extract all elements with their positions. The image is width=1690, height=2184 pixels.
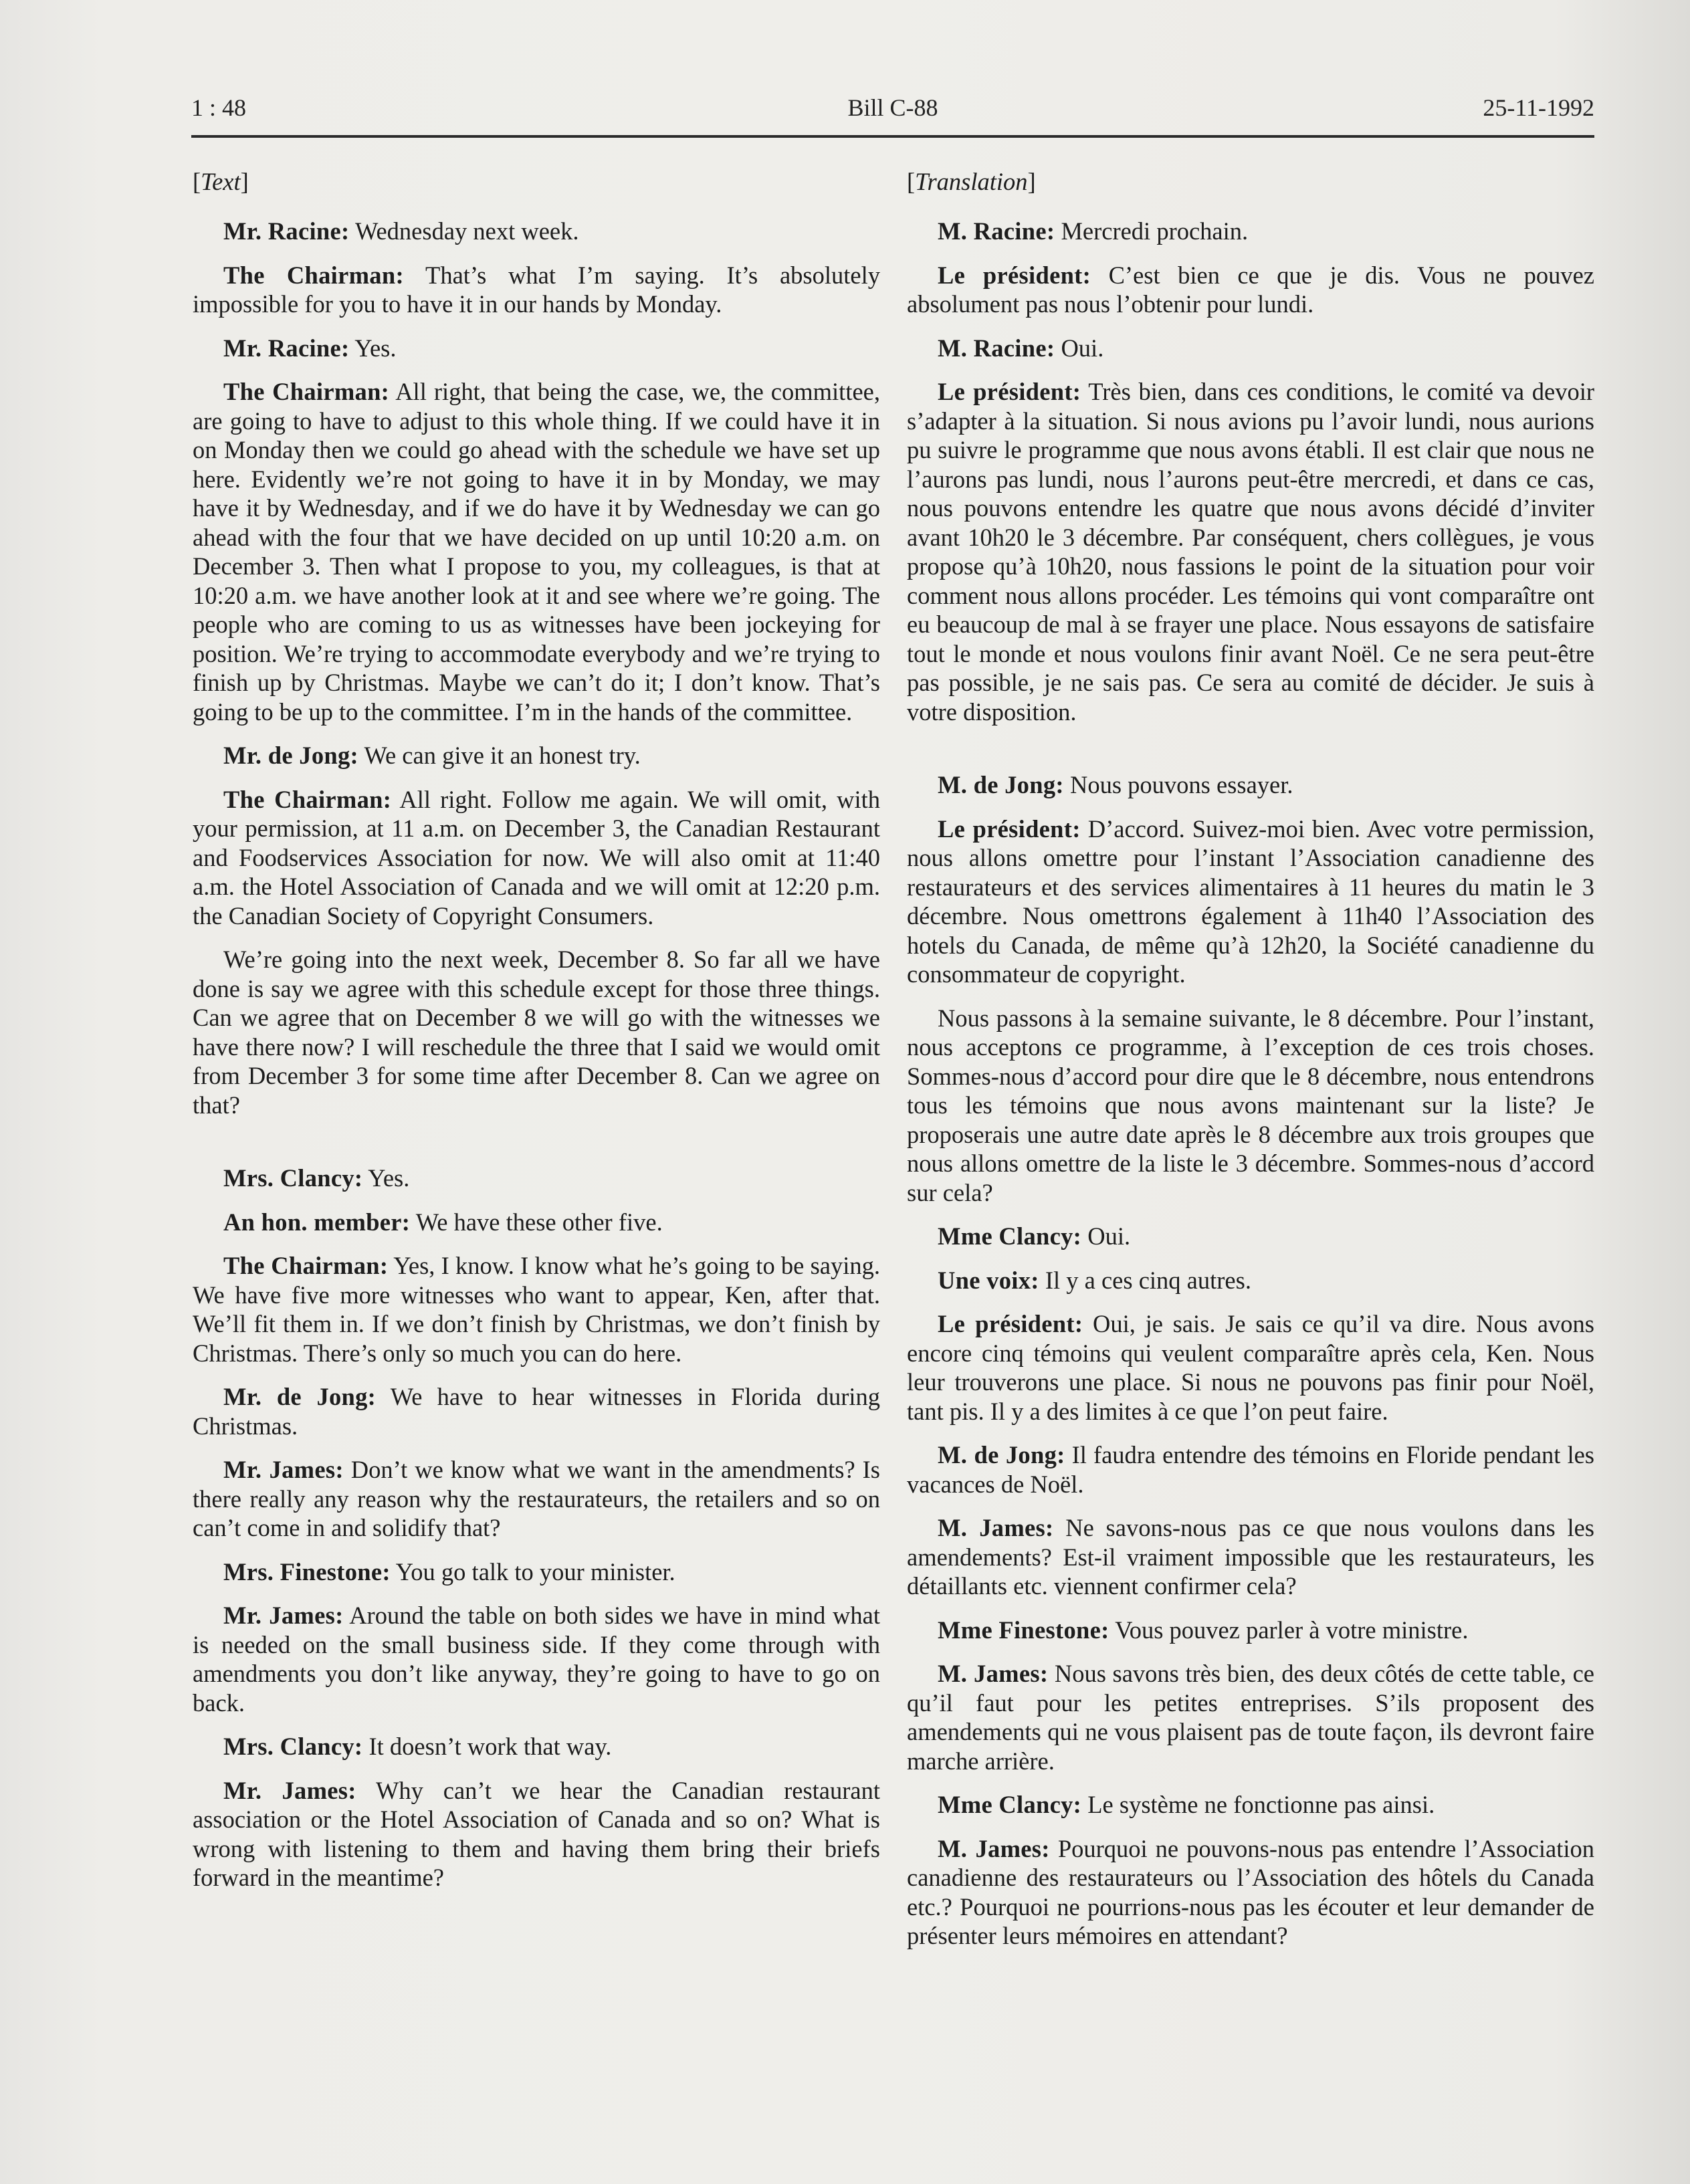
transcript-paragraph [193,377,880,726]
transcript-paragraph [907,1790,1594,1820]
transcript-paragraph [907,217,1594,246]
speaker-name: Une voix: [938,1266,1039,1294]
transcript-paragraph [907,1513,1594,1601]
transcript-paragraph [907,1222,1594,1251]
speech-text: Oui. [1087,1222,1131,1250]
column-label-text: [Text] [193,168,249,195]
speaker-name: Mme Clancy: [938,1791,1082,1818]
speech-text: Il y a ces cinq autres. [1045,1266,1251,1294]
french-column [907,167,1594,1965]
speech-text: It doesn’t work that way. [368,1733,612,1760]
transcript-paragraph [193,785,880,931]
english-column [193,167,880,1907]
speaker-name: Mrs. Clancy: [223,1164,363,1192]
speech-text: Très bien, dans ces conditions, le comité va devoir s’adapter à la situation. Si nous avions pu l’avoir lundi, nous aurions pu suivre le programme que nous avons établi. Il est clair que nous ne l’aurons pas lundi, nous l’aurons peut-être mercredi, et dans ce cas, nous pouvons entendre les quatre que nous avons décidé d’inviter avant 10h20 le 3 décembre. Par conséquent, chers collègues, je vous propose qu’à 10h20, nous fassions le point de la situation pour voir comment nous allons procéder. Les témoins qui vont comparaître ont eu beaucoup de mal à se frayer une place. Nous essayons de satisfaire tout le monde et nous voulons finir avant Noël. Ce ne sera peut-être pas possible, je ne sais pas. Ce sera au comité de décider. Je suis à votre disposition. [907,378,1594,726]
speaker-name: Mr. James: [223,1456,344,1483]
speech-text: Pourquoi ne pouvons-nous pas entendre l’Association canadienne des restaurateurs ou l’Association des hôtels du Canada etc.? Pourquoi ne pourrions-nous pas les écouter et leur demander de présenter leurs mémoires en attendant? [907,1834,1594,1949]
transcript-paragraph [907,1440,1594,1499]
speech-text: Mercredi prochain. [1061,217,1249,245]
speech-text: Le système ne fonctionne pas ainsi. [1087,1791,1435,1818]
transcript-paragraph [193,1776,880,1892]
speaker-name: M. Racine: [938,217,1055,245]
transcript-paragraph [907,1834,1594,1951]
speaker-name: The Chairman: [223,785,392,813]
speaker-name: Le président: [938,1310,1083,1337]
speech-text: Why can’t we hear the Canadian restaurant association or the Hotel Association of Canada and so on? What is wrong with listening to them and having them bring their briefs forward in the meantime? [193,1776,881,1891]
speech-text: We can give it an honest try. [364,742,641,769]
transcript-paragraph [193,1208,880,1237]
transcript-paragraph [907,1616,1594,1645]
column-label-translation: [Translation] [907,168,1036,195]
speech-text: Il faudra entendre des témoins en Floride pendant les vacances de Noël. [907,1441,1594,1498]
speech-text: Yes. [368,1164,410,1192]
speech-text: You go talk to your minister. [395,1557,675,1586]
document-date: 25-11-1992 [1483,94,1594,121]
speaker-name: Mr. Racine: [223,217,350,245]
speaker-name: Mr. de Jong: [223,742,358,769]
speech-text: Nous pouvons essayer. [1069,771,1293,798]
document-title: Bill C-88 [847,94,938,121]
transcript-paragraph [193,1382,880,1440]
transcript-paragraph [193,1732,880,1761]
speech-text: We have these other five. [415,1208,663,1236]
speaker-name: An hon. member: [223,1208,411,1236]
speaker-name: Mme Finestone: [938,1616,1110,1644]
speech-text: All right. Follow me again. We will omit, with your permission, at 11 a.m. on December 3, the Canadian Restaurant and Foodservices Association for now. We will also omit at 11:40 a.m. the Hotel Association of Canada and we will omit at 12:20 p.m. the Canadian Society of Copyright Consumers. [193,785,880,930]
speech-text: Yes, I know. I know what he’s going to be saying. We have five more witnesses who want to appear, Ken, after that. We’ll fit them in. If we don’t finish by Christmas, we don’t finish by Christmas. There’s only so much you can do here. [193,1252,880,1367]
speech-text: Nous savons très bien, des deux côtés de cette table, ce qu’il faut pour les petites entreprises. S’ils proposent des amendements qui ne vous plaisent pas de toute façon, ils devront faire marche arrière. [907,1660,1595,1775]
speaker-name: Le président: [938,261,1091,289]
speaker-name: The Chairman: [223,1252,389,1279]
speech-text: Vous pouvez parler à votre ministre. [1115,1616,1469,1644]
transcript-paragraph [907,1309,1594,1426]
transcript-paragraph [193,261,880,319]
speaker-name: Le président: [938,814,1081,843]
speech-text: We’re going into the next week, December 8. So far all we have done is say we agree with this schedule except for those three things. Can we agree that on December 8 we will go with the witnesses we have there now? I will reschedule the three that I said we would omit from December 3 for some time after December 8. Can we agree on that? [193,946,880,1119]
speaker-name: M. James: [938,1660,1049,1687]
speech-text: Nous passons à la semaine suivante, le 8 décembre. Pour l’instant, nous acceptons ce programme, à l’exception de ces trois choses. Sommes-nous d’accord pour dire que le 8 décembre, nous entendrons tous les témoins que nous avons maintenant sur la liste? Je proposerais une autre date après le 8 décembre aux trois groupes que nous allons omettre de la liste le 3 décembre. Sommes-nous d’accord sur cela? [907,1004,1594,1206]
speech-text: Don’t we know what we want in the amendments? Is there really any reason why the restaurateurs, the retailers and so on can’t come in and solidify that? [193,1456,880,1541]
transcript-paragraph [193,945,880,1119]
speaker-name: Le président: [938,378,1081,405]
speaker-name: Mr. Racine: [223,334,350,362]
transcript-paragraph [193,217,880,246]
speech-text: C’est bien ce que je dis. Vous ne pouvez absolument pas nous l’obtenir pour lundi. [907,261,1595,318]
transcript-paragraph [193,334,880,363]
transcript-paragraph [907,1266,1594,1295]
speaker-name: M. Racine: [938,334,1055,362]
transcript-paragraph [193,741,880,770]
speech-text: Yes. [354,334,397,362]
transcript-paragraph [193,1164,880,1193]
speech-text: D’accord. Suivez-moi bien. Avec votre permission, nous allons omettre pour l’instant l’Association canadienne des restaurateurs et des services alimentaires à 11 heures du matin le 3 décembre. Nous omettrons également à 11h40 l’Association des hotels du Canada, de même qu’à 12h20, la Société canadienne du consommateur de copyright. [907,814,1594,988]
speech-text: Oui, je sais. Je sais ce qu’il va dire. Nous avons encore cinq témoins qui veulent comparaître après cela, Ken. Nous leur trouverons une place. Si nous ne pouvons pas finir pour Noël, tant pis. Il y a des limites à ce que l’on peut faire. [907,1310,1595,1425]
speaker-name: Mme Clancy: [938,1222,1082,1250]
transcript-paragraph [907,1659,1594,1775]
speaker-name: Mr. James: [223,1776,356,1804]
transcript-paragraph [907,334,1594,363]
speaker-name: Mr. de Jong: [223,1383,377,1410]
speaker-name: M. de Jong: [938,771,1064,798]
transcript-paragraph [907,814,1594,989]
transcript-paragraph [193,1251,880,1368]
speech-text: Ne savons-nous pas ce que nous voulons dans les amendements? Est-il vraiment impossible que les restaurateurs, les détaillants etc. viennent confirmer cela? [907,1514,1594,1600]
speaker-name: The Chairman: [223,261,404,289]
speaker-name: The Chairman: [223,378,390,405]
speaker-name: Mr. James: [223,1602,344,1629]
speech-text: Around the table on both sides we have in mind what is needed on the small business side. If they come through with amendments you don’t like anyway, they’re going to have to go on back. [193,1602,880,1717]
transcript-paragraph [193,1601,880,1717]
speaker-name: M. James: [938,1834,1050,1862]
transcript-paragraph [193,1455,880,1543]
speech-text: We have to hear witnesses in Florida during Christmas. [193,1383,881,1440]
speech-text: Wednesday next week. [354,217,579,245]
speech-text: Oui. [1061,334,1104,362]
speaker-name: Mrs. Clancy: [223,1733,363,1760]
speech-text: All right, that being the case, we, the committee, are going to have to adjust to this whole thing. If we could have it in on Monday then we could go ahead with the schedule we have set up here. Evidently we’re not going to have it in by Monday, we may have it by Wednesday, and if we do have it by Wednesday we can go ahead with the four that we have decided on up until 10:20 a.m. on December 3. Then what I propose to you, my colleagues, is that at 10:20 a.m. we have another look at it and see where we’re going. The people who are coming to us as witnesses have been jockeying for position. We’re trying to accommodate everybody and we’re trying to finish up by Christmas. Maybe we can’t do it; I don’t know. That’s going to be up to the committee. I’m in the hands of the committee. [193,378,880,726]
page-number: 1 : 48 [191,94,247,121]
speaker-name: M. de Jong: [938,1441,1065,1468]
speaker-name: M. James: [938,1514,1054,1541]
transcript-paragraph [907,1004,1594,1208]
transcript-paragraph [907,377,1594,726]
transcript-paragraph [907,261,1594,319]
speaker-name: Mrs. Finestone: [223,1557,391,1586]
page-header [191,88,1594,138]
transcript-paragraph [193,1557,880,1587]
speech-text: That’s what I’m saying. It’s absolutely impossible for you to have it in our hands by Monday. [193,261,880,318]
transcript-paragraph [907,770,1594,800]
